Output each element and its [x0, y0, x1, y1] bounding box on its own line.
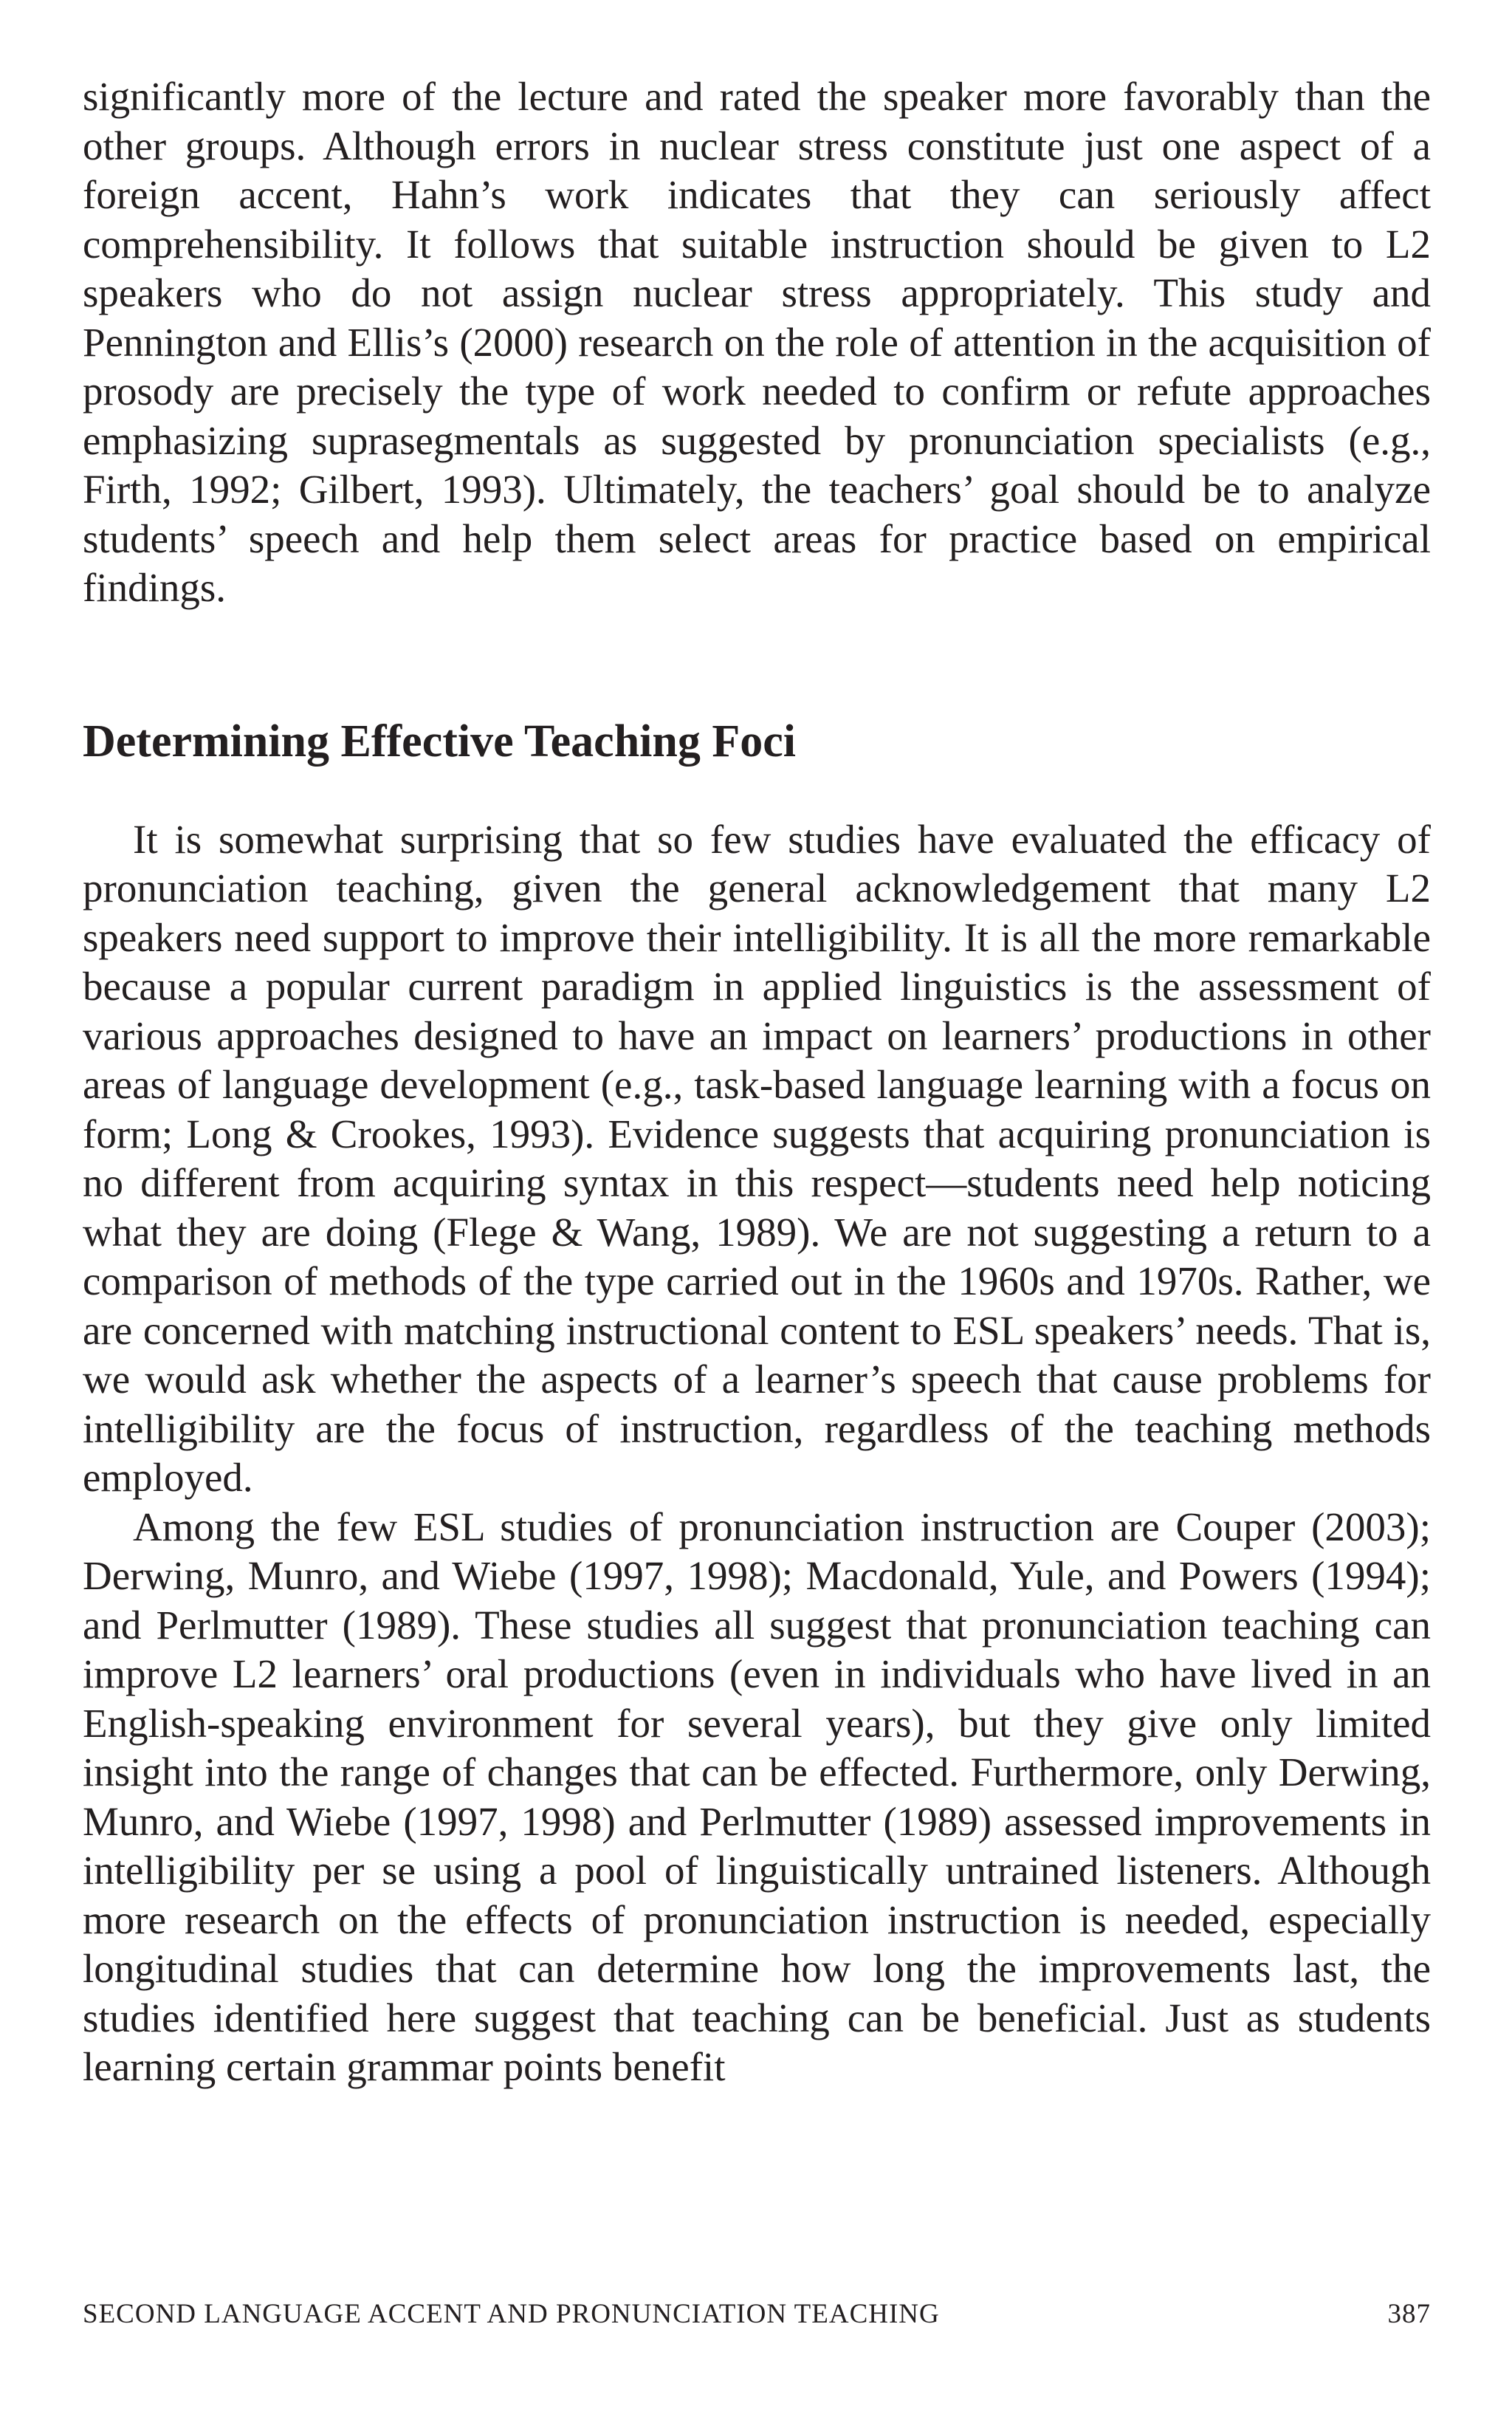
running-head: SECOND LANGUAGE ACCENT AND PRONUNCIATION TEACHING — [83, 2299, 940, 2329]
continued-paragraph: significantly more of the lecture and rated the speaker more favorably than the other groups. Although errors in nuclear stress constitute just one aspect of a foreign accent, Hahn’s work indicates that they can seriously affect comprehensibility. It follows that suitable instruction should be given to L2 speakers who do not assign nuclear stress appropriately. This study and Pennington and Ellis’s (2000) research on the role of attention in the acquisition of prosody are precisely the type of work needed to confirm or refute approaches emphasizing suprasegmentals as suggested by pronunciation specialists (e.g., Firth, 1992; Gilbert, 1993). Ultimately, the teachers’ goal should be to analyze students’ speech and help them select areas for practice based on empirical findings. — [83, 74, 1431, 610]
section-heading: Determining Effective Teaching Foci — [83, 716, 796, 767]
page-footer — [83, 2298, 1431, 2330]
body-paragraph-1: It is somewhat surprising that so few studies have evaluated the efficacy of pronunciation teaching, given the general acknowledgement that many L2 speakers need support to improve their intelligibility. It is all the more remarkable because a popular current paradigm in applied linguistics is the assessment of various approaches designed to have an impact on learners’ productions in other areas of language development (e.g., task-based language learning with a focus on form; Long & Crookes, 1993). Evidence suggests that acquiring pronunciation is no different from acquiring syntax in this respect—students need help noticing what they are doing (Flege & Wang, 1989). We are not suggesting a return to a comparison of methods of the type carried out in the 1960s and 1970s. Rather, we are concerned with matching instructional content to ESL speakers’ needs. That is, we would ask whether the aspects of a learner’s speech that cause problems for intelligibility are the focus of instruction, regardless of the teaching methods employed. — [83, 816, 1431, 1500]
page-number: 387 — [1387, 2299, 1431, 2329]
body-paragraph-2: Among the few ESL studies of pronunciation instruction are Couper (2003); Derwing, Munro, and Wiebe (1997, 1998); Macdonald, Yule, and Powers (1994); and Perlmutter (1989). These studies all suggest that pronunciation teaching can improve L2 learners’ oral productions (even in individuals who have lived in an English-speaking environment for several years), but they give only limited insight into the range of changes that can be effected. Furthermore, only Derwing, Munro, and Wiebe (1997, 1998) and Perlmutter (1989) assessed improvements in intelligibility per se using a pool of linguistically untrained listeners. Although more research on the effects of pronunciation instruction is needed, especially longitudinal studies that can determine how long the improvements last, the studies identified here suggest that teaching can be beneficial. Just as students learning certain grammar points benefit — [83, 1504, 1431, 2089]
page-body — [83, 72, 1431, 2092]
